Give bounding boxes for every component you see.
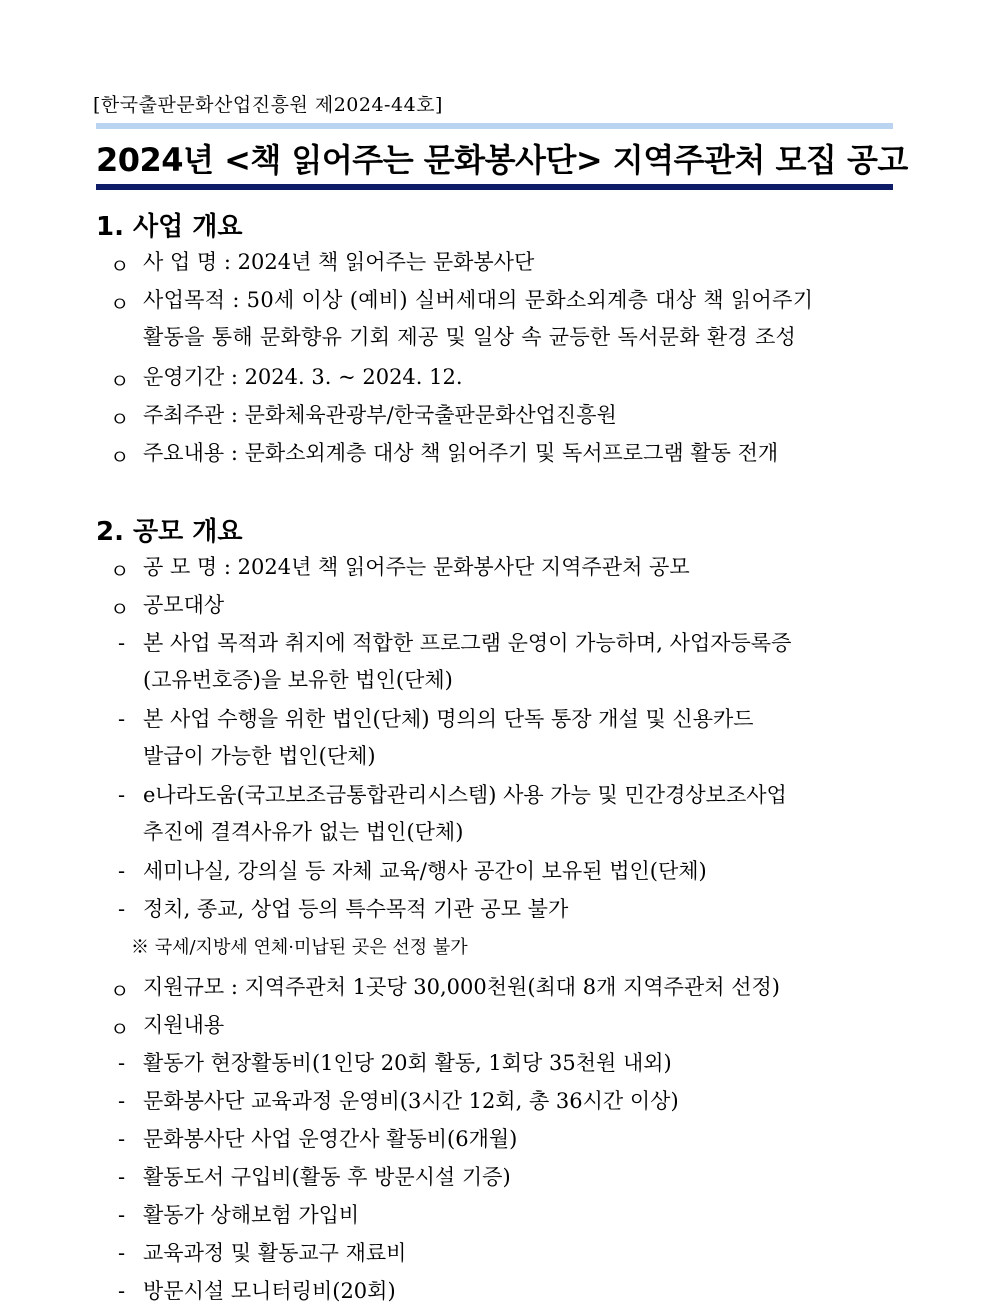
tax-note: ※ 국세/지방세 연체·미납된 곳은 선정 불가: [131, 937, 468, 958]
target-item: e나라도움(국고보조금통합관리시스템) 사용 가능 및 민간경상보조사업: [143, 783, 787, 807]
dash-icon: -: [118, 1241, 126, 1265]
support-item: 활동도서 구입비(활동 후 방문시설 기증): [143, 1165, 511, 1189]
support-item: 문화봉사단 교육과정 운영비(3시간 12회, 총 36시간 이상): [143, 1089, 679, 1113]
title-bottom-rule: [96, 184, 893, 190]
target-item-cont: 추진에 결격사유가 없는 법인(단체): [143, 820, 464, 844]
dash-icon: -: [118, 859, 126, 883]
dash-icon: -: [118, 897, 126, 921]
dash-icon: -: [118, 1051, 126, 1075]
bullet-icon: ㅇ: [110, 369, 130, 393]
operation-period: 운영기간 : 2024. 3. ~ 2024. 12.: [143, 365, 463, 389]
support-scale: 지원규모 : 지역주관처 1곳당 30,000천원(최대 8개 지역주관처 선정): [143, 975, 780, 999]
dash-icon: -: [118, 783, 126, 807]
dash-icon: -: [118, 1279, 126, 1303]
business-purpose: 사업목적 : 50세 이상 (예비) 실버세대의 문화소외계층 대상 책 읽어주기: [143, 288, 814, 312]
target-item: 본 사업 수행을 위한 법인(단체) 명의의 단독 통장 개설 및 신용카드: [143, 707, 754, 731]
target-item-cont: (고유번호증)을 보유한 법인(단체): [143, 668, 453, 692]
main-content: 주요내용 : 문화소외계층 대상 책 읽어주기 및 독서프로그램 활동 전개: [143, 441, 779, 465]
bullet-icon: ㅇ: [110, 979, 130, 1003]
support-item: 교육과정 및 활동교구 재료비: [143, 1241, 407, 1265]
target-item-cont: 발급이 가능한 법인(단체): [143, 744, 376, 768]
bullet-icon: ㅇ: [110, 1017, 130, 1041]
dash-icon: -: [118, 1089, 126, 1113]
title-block: [96, 123, 908, 190]
support-item: 문화봉사단 사업 운영간사 활동비(6개월): [143, 1127, 518, 1151]
target-item: 세미나실, 강의실 등 자체 교육/행사 공간이 보유된 법인(단체): [143, 859, 707, 883]
organizers: 주최주관 : 문화체육관광부/한국출판문화산업진흥원: [143, 403, 617, 427]
dash-icon: -: [118, 1127, 126, 1151]
business-name: 사 업 명 : 2024년 책 읽어주는 문화봉사단: [143, 250, 535, 274]
contest-name: 공 모 명 : 2024년 책 읽어주는 문화봉사단 지역주관처 공모: [143, 555, 690, 579]
bullet-icon: ㅇ: [110, 597, 130, 621]
support-item: 활동가 상해보험 가입비: [143, 1203, 360, 1227]
bullet-icon: ㅇ: [110, 292, 130, 316]
dash-icon: -: [118, 1165, 126, 1189]
bullet-icon: ㅇ: [110, 445, 130, 469]
contest-target-label: 공모대상: [143, 593, 225, 617]
dash-icon: -: [118, 631, 126, 655]
page-title: 2024년 <책 읽어주는 문화봉사단> 지역주관처 모집 공고: [96, 141, 908, 179]
target-item: 본 사업 목적과 취지에 적합한 프로그램 운영이 가능하며, 사업자등록증: [143, 631, 792, 655]
bullet-icon: ㅇ: [110, 254, 130, 278]
target-item: 정치, 종교, 상업 등의 특수목적 기관 공모 불가: [143, 897, 569, 921]
support-content-label: 지원내용: [143, 1013, 225, 1037]
document-number: [한국출판문화산업진흥원 제2024-44호]: [93, 94, 443, 116]
business-purpose-cont: 활동을 통해 문화향유 기회 제공 및 일상 속 균등한 독서문화 환경 조성: [143, 325, 797, 349]
support-item: 방문시설 모니터링비(20회): [143, 1279, 396, 1303]
section-1-heading: 1. 사업 개요: [96, 212, 243, 242]
bullet-icon: ㅇ: [110, 559, 130, 583]
bullet-icon: ㅇ: [110, 407, 130, 431]
dash-icon: -: [118, 707, 126, 731]
support-item: 활동가 현장활동비(1인당 20회 활동, 1회당 35천원 내외): [143, 1051, 672, 1075]
dash-icon: -: [118, 1203, 126, 1227]
section-2-heading: 2. 공모 개요: [96, 517, 243, 547]
